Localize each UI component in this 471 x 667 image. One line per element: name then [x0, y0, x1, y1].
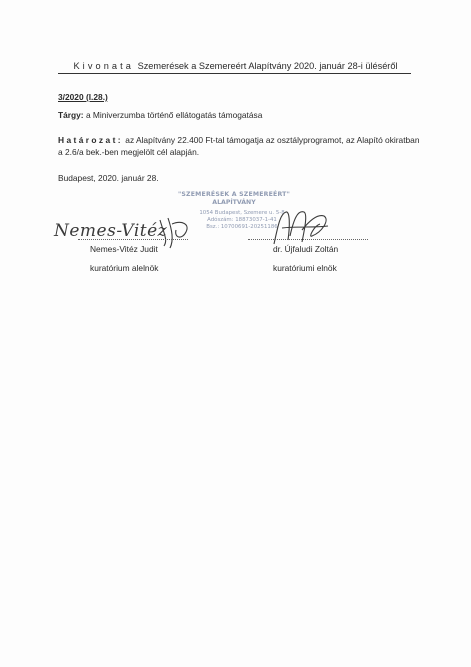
decision-line-1 [58, 134, 420, 146]
right-signatory-name: dr. Újfaludi Zoltán [273, 244, 339, 254]
title-spaced-word: Kivonata [73, 61, 135, 71]
left-signature-line [78, 239, 188, 240]
stamp-line-2: ALAPÍTVÁNY [212, 199, 256, 206]
title-rest: Szemerések a Szemereért Alapítvány 2020. január 28-i üléséről [137, 61, 398, 71]
subject-text: a Miniverzumba történő ellátogatás támogatása [85, 110, 263, 120]
stamp-line-4: Adószám: 18873037-1-41 [207, 217, 277, 224]
right-signature [268, 206, 338, 248]
decision-text-1: az Alapítvány 22.400 Ft-tal támogatja az osztályprogramot, az Alapító okiratban [125, 135, 420, 145]
decision-line-2: a 2.6/a bek.-ben megjelölt cél alapján. [58, 147, 200, 157]
stamp-line-1: "SZEMERÉSEK A SZEMEREÉRT" [177, 191, 291, 198]
left-signature-text: Nemes-Vitéz [54, 221, 168, 241]
document-title [0, 61, 471, 71]
place-and-date: Budapest, 2020. január 28. [58, 173, 159, 183]
left-signatory-role: kuratórium alelnök [90, 263, 159, 273]
right-signature-line [248, 239, 368, 240]
stamp-line-5: Bsz.: 10700691-20251186 [206, 224, 278, 231]
subject-line [58, 109, 262, 121]
subject-label: Tárgy: [58, 110, 84, 120]
stamp-line-3: 1054 Budapest, Szemere u. 5-8 [199, 210, 285, 216]
right-signatory-role: kuratóriumi elnök [273, 263, 337, 273]
resolution-number: 3/2020 (I.28.) [58, 92, 108, 102]
decision-label: Határozat: [58, 135, 123, 145]
title-underline [58, 73, 411, 74]
left-signatory-name: Nemes-Vitéz Judit [90, 244, 158, 254]
